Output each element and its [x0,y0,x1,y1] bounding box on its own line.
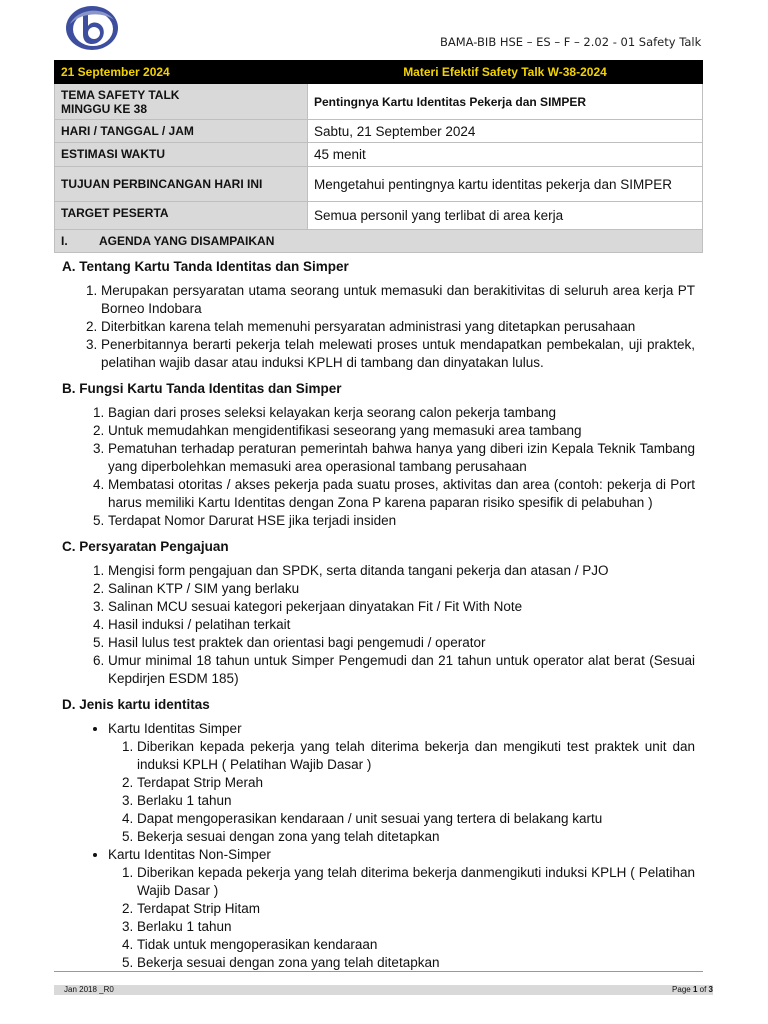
list-item: 5. Bekerja sesuai dengan zona yang telah ditetapkan [137,954,695,972]
objective-label: TUJUAN PERBINCANGAN HARI INI [55,167,308,202]
list-item: 5. Terdapat Nomor Darurat HSE jika terjadi insiden [108,512,695,530]
theme-value: Pentingnya Kartu Identitas Pekerja dan SIMPER [308,84,703,120]
list-item: 1. Merupakan persyaratan utama seorang untuk memasuki dan berakitivitas di seluruh area kerja PT Borneo Indobara [101,282,695,318]
card-type-simper: • Kartu Identitas Simper 1. Diberikan kepada pekerja yang telah diterima bekerja dan mengikuti test praktek unit dan induksi KPLH ( Pelatihan Wajib Dasar ) 2. Terdapat Strip Merah 3. Berlaku 1 tahun 4. Dapat mengoperasikan kendaraan / unit sesuai yang tertera di belakang kartu 5. Bekerja sesuai dengan zona yang telah ditetapkan [108,720,695,846]
list-item: 2. Salinan KTP / SIM yang berlaku [108,580,695,598]
list-item: 2. Terdapat Strip Merah [137,774,695,792]
table-row [55,120,703,143]
day-date-value: Sabtu, 21 September 2024 [308,120,703,143]
list-item: 3. Pematuhan terhadap peraturan pemerintah bahwa hanya yang diberi izin Kepala Teknik Tambang yang diperbolehkan memasuki area operasional tambang perusahaan [108,440,695,476]
table-row [55,202,703,230]
table-row [55,143,703,167]
list-item: 5. Bekerja sesuai dengan zona yang telah ditetapkan [137,828,695,846]
footer-divider [54,971,703,972]
footer [54,985,713,995]
table-row [55,84,703,120]
list-item: 4. Hasil induksi / pelatihan terkait [108,616,695,634]
table-header-row [55,61,703,84]
list-item: 2. Terdapat Strip Hitam [137,900,695,918]
list-item: 3. Penerbitannya berarti pekerja telah melewati proses untuk mendapatkan pembekalan, uji praktek, pelatihan wajib dasar atau induksi KPLH di tambang dan dinyatakan lulus. [101,336,695,372]
non-simper-details-list [108,864,695,972]
target-label: TARGET PESERTA [55,202,308,230]
card-type-non-simper: • Kartu Identitas Non-Simper 1. Diberikan kepada pekerja yang telah diterima bekerja danmengikuti induksi KPLH ( Pelatihan Wajib Dasar ) 2. Terdapat Strip Hitam 3. Berlaku 1 tahun 4. Tidak untuk mengoperasikan kendaraan 5. Bekerja sesuai dengan zona yang telah ditetapkan [108,846,695,972]
agenda-heading: I. AGENDA YANG DISAMPAIKAN [55,230,703,253]
section-b-title: B. Fungsi Kartu Tanda Identitas dan Simper [62,381,342,396]
section-b-list [62,404,695,530]
time-estimate-value: 45 menit [308,143,703,167]
section-c-list [62,562,695,688]
list-item: 1. Bagian dari proses seleksi kelayakan kerja seorang calon pekerja tambang [108,404,695,422]
list-item: 6. Umur minimal 18 tahun untuk Simper Pengemudi dan 21 tahun untuk operator alat berat (Sesuai Kepdirjen ESDM 185) [108,652,695,688]
list-item: 4. Dapat mengoperasikan kendaraan / unit sesuai yang tertera di belakang kartu [137,810,695,828]
section-c-title: C. Persyaratan Pengajuan [62,539,229,554]
objective-value: Mengetahui pentingnya kartu identitas pekerja dan SIMPER [308,167,703,202]
list-item: 3. Salinan MCU sesuai kategori pekerjaan dinyatakan Fit / Fit With Note [108,598,695,616]
section-a-title: A. Tentang Kartu Tanda Identitas dan Simper [62,259,349,274]
table-row [55,167,703,202]
theme-label: TEMA SAFETY TALK MINGGU KE 38 [55,84,308,120]
agenda-row [55,230,703,253]
document-code: BAMA-BIB HSE – ES – F – 2.02 - 01 Safety Talk [440,35,702,49]
day-date-label: HARI / TANGGAL / JAM [55,120,308,143]
list-item: 5. Hasil lulus test praktek dan orientasi bagi pengemudi / operator [108,634,695,652]
list-item: 2. Untuk memudahkan mengidentifikasi seseorang yang memasuki area tambang [108,422,695,440]
safety-talk-info-table [54,60,703,253]
list-item: 3. Berlaku 1 tahun [137,918,695,936]
target-value: Semua personil yang terlibat di area kerja [308,202,703,230]
simper-details-list [108,738,695,846]
section-a-list [62,282,695,372]
company-logo-icon [64,4,120,52]
card-type-list [62,720,695,972]
material-title: Materi Efektif Safety Talk W-38-2024 [308,61,703,84]
list-item: 3. Berlaku 1 tahun [137,792,695,810]
time-estimate-label: ESTIMASI WAKTU [55,143,308,167]
list-item: 1. Diberikan kepada pekerja yang telah diterima bekerja danmengikuti induksi KPLH ( Pelatihan Wajib Dasar ) [137,864,695,900]
talk-date: 21 September 2024 [55,61,308,84]
list-item: 1. Mengisi form pengajuan dan SPDK, serta ditanda tangani pekerja dan atasan / PJO [108,562,695,580]
list-item: 1. Diberikan kepada pekerja yang telah diterima bekerja dan mengikuti test praktek unit dan induksi KPLH ( Pelatihan Wajib Dasar ) [137,738,695,774]
list-item: 4. Membatasi otoritas / akses pekerja pada suatu proses, aktivitas dan area (contoh: pekerja di Port harus memiliki Kartu Identitas dengan Zona P karena paparan risiko spesifik di pelabuhan ) [108,476,695,512]
agenda-content [62,258,695,972]
section-d-title: D. Jenis kartu identitas [62,697,210,712]
footer-revision: Jan 2018 _R0 [64,985,114,994]
page-number: Page 1 of 3 [672,985,713,994]
list-item: 2. Diterbitkan karena telah memenuhi persyaratan administrasi yang ditetapkan perusahaan [101,318,695,336]
list-item: 4. Tidak untuk mengoperasikan kendaraan [137,936,695,954]
